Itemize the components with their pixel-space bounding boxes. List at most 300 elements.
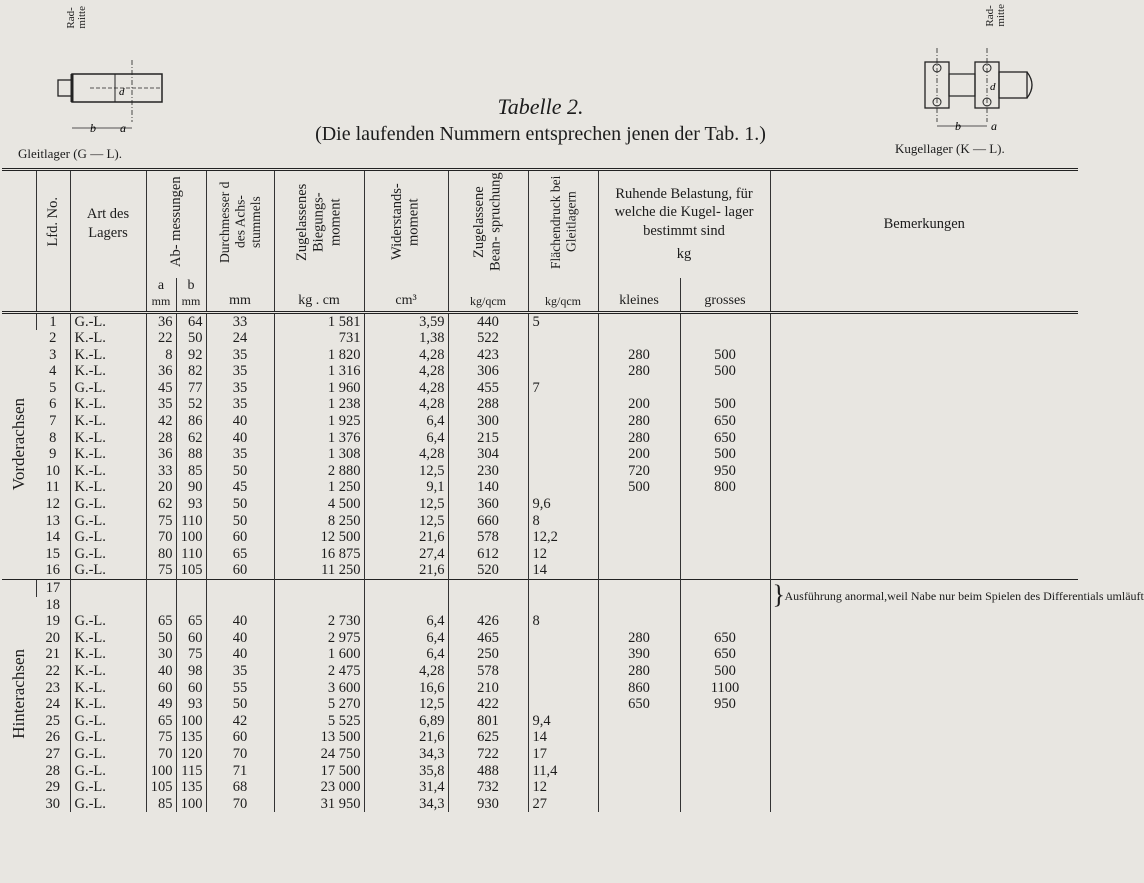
cell-kl (598, 529, 680, 546)
cell-zb: 8 250 (274, 513, 364, 530)
cell-kl (598, 380, 680, 397)
cell-kl: 280 (598, 630, 680, 647)
cell-gr: 1100 (680, 680, 770, 697)
cell-zb: 1 308 (274, 446, 364, 463)
cell-kl: 720 (598, 463, 680, 480)
cell-fd: 14 (528, 729, 598, 746)
cell-wm: 34,3 (364, 746, 448, 763)
cell-wm: 12,5 (364, 496, 448, 513)
cell-fd (528, 463, 598, 480)
table-row (2, 330, 1078, 347)
cell-d: 45 (206, 479, 274, 496)
cell-zb: 1 376 (274, 430, 364, 447)
cell-b: 93 (176, 496, 206, 513)
cell-art: K.-L. (70, 680, 146, 697)
cell-kl: 200 (598, 396, 680, 413)
cell-no: 3 (49, 346, 57, 363)
cell-gr: 950 (680, 463, 770, 480)
cell-zb: 1 238 (274, 396, 364, 413)
unit-kleines: kleines (598, 278, 680, 313)
cell-d: 40 (206, 613, 274, 630)
cell-gr: 500 (680, 363, 770, 380)
cell-a: 36 (146, 312, 176, 330)
cell-bemerkung (770, 696, 1078, 713)
cell-wm: 1,38 (364, 330, 448, 347)
table-row (2, 646, 1078, 663)
unit-wm: cm³ (364, 278, 448, 313)
cell-zb: 3 600 (274, 680, 364, 697)
cell-no: 29 (45, 779, 60, 796)
header-bemerkungen: Bemerkungen (770, 170, 1078, 278)
cell-d: 55 (206, 680, 274, 697)
unit-b: b mm (176, 278, 206, 313)
cell-art: G.-L. (70, 312, 146, 330)
cell-a: 42 (146, 413, 176, 430)
cell-wm: 4,28 (364, 363, 448, 380)
cell-b: 115 (176, 763, 206, 780)
cell-zb (274, 597, 364, 614)
table-row (2, 479, 1078, 496)
table-row (2, 396, 1078, 413)
cell-no: 17 (36, 580, 70, 597)
cell-zb: 1 316 (274, 363, 364, 380)
cell-art: K.-L. (70, 646, 146, 663)
cell-bemerkung (770, 546, 1078, 563)
cell-zbe: 465 (448, 630, 528, 647)
cell-zb: 12 500 (274, 529, 364, 546)
cell-wm: 21,6 (364, 729, 448, 746)
rad-mitte-left: Rad- mitte (65, 6, 88, 29)
cell-b: 65 (176, 613, 206, 630)
unit-fd: kg/qcm (528, 278, 598, 313)
cell-zb: 24 750 (274, 746, 364, 763)
cell-kl (598, 746, 680, 763)
cell-d: 65 (206, 546, 274, 563)
cell-fd: 11,4 (528, 763, 598, 780)
cell-a: 36 (146, 446, 176, 463)
cell-gr: 800 (680, 479, 770, 496)
table-body (2, 312, 1144, 812)
cell-bemerkung (770, 763, 1078, 780)
cell-zb: 1 581 (274, 312, 364, 330)
cell-b (176, 580, 206, 597)
cell-zbe: 140 (448, 479, 528, 496)
header-abmessungen: Ab- messungen (146, 170, 206, 278)
cell-fd (528, 597, 598, 614)
group-vorderachsen: Vorderachsen (8, 397, 28, 491)
table-row (2, 746, 1078, 763)
cell-wm: 6,4 (364, 430, 448, 447)
cell-zb: 1 960 (274, 380, 364, 397)
cell-art: K.-L. (70, 463, 146, 480)
cell-no: 1 (36, 312, 70, 330)
cell-zbe: 360 (448, 496, 528, 513)
cell-art: G.-L. (70, 746, 146, 763)
cell-d: 50 (206, 513, 274, 530)
cell-b: 100 (176, 529, 206, 546)
cell-gr: 650 (680, 646, 770, 663)
table-row (2, 496, 1078, 513)
table-row (2, 713, 1078, 730)
cell-zbe (448, 580, 528, 597)
table-row (2, 680, 1078, 697)
cell-no: 28 (45, 762, 60, 779)
cell-zb: 11 250 (274, 562, 364, 579)
cell-d: 60 (206, 729, 274, 746)
table-row (2, 513, 1078, 530)
cell-kl: 280 (598, 430, 680, 447)
cell-zbe: 522 (448, 330, 528, 347)
cell-no: 12 (45, 496, 60, 513)
table-row (2, 347, 1078, 364)
cell-fd (528, 680, 598, 697)
cell-b: 85 (176, 463, 206, 480)
cell-art: G.-L. (70, 796, 146, 813)
cell-no: 10 (45, 462, 60, 479)
cell-wm: 31,4 (364, 779, 448, 796)
cell-kl (598, 513, 680, 530)
cell-zb: 2 880 (274, 463, 364, 480)
cell-wm (364, 580, 448, 597)
cell-gr: 500 (680, 396, 770, 413)
table-row (2, 312, 1078, 330)
cell-gr (680, 496, 770, 513)
header-durchmesser: Durchmesser d des Achs- stummels (206, 170, 274, 278)
cell-zbe (448, 597, 528, 614)
cell-zbe: 801 (448, 713, 528, 730)
cell-d: 70 (206, 746, 274, 763)
header-lfd: Lfd. No. (36, 170, 70, 278)
cell-no: 25 (45, 712, 60, 729)
unit-d: mm (206, 278, 274, 313)
cell-no: 23 (45, 679, 60, 696)
cell-a: 49 (146, 696, 176, 713)
cell-fd: 14 (528, 562, 598, 579)
cell-no: 13 (45, 512, 60, 529)
cell-bemerkung (770, 779, 1078, 796)
table-row (2, 529, 1078, 546)
cell-a: 70 (146, 746, 176, 763)
cell-fd (528, 646, 598, 663)
cell-b: 120 (176, 746, 206, 763)
cell-kl: 280 (598, 363, 680, 380)
cell-wm: 4,28 (364, 396, 448, 413)
cell-d: 60 (206, 529, 274, 546)
label-d: d (119, 86, 125, 98)
table-subtitle: (Die laufenden Nummern entsprechen jenen der Tab. 1.) (315, 123, 766, 145)
cell-gr (680, 380, 770, 397)
cell-a: 105 (146, 779, 176, 796)
cell-a: 65 (146, 713, 176, 730)
cell-zb: 4 500 (274, 496, 364, 513)
cell-d: 68 (206, 779, 274, 796)
table-row (2, 729, 1078, 746)
cell-zbe: 288 (448, 396, 528, 413)
table-row (2, 380, 1078, 397)
cell-art: K.-L. (70, 396, 146, 413)
cell-gr: 950 (680, 696, 770, 713)
cell-zbe: 722 (448, 746, 528, 763)
cell-b: 110 (176, 546, 206, 563)
cell-no: 21 (45, 646, 60, 663)
table-row (2, 580, 1078, 597)
cell-bemerkung (770, 513, 1078, 530)
label-b: b (90, 121, 96, 135)
table-row (2, 546, 1078, 563)
cell-zbe: 422 (448, 696, 528, 713)
cell-no: 16 (45, 562, 60, 579)
cell-gr: 500 (680, 446, 770, 463)
unit-spacer-2 (36, 278, 70, 313)
table-row (2, 779, 1078, 796)
cell-gr (680, 312, 770, 330)
cell-no: 7 (49, 413, 57, 430)
cell-no: 2 (49, 330, 57, 347)
cell-bemerkung (770, 729, 1078, 746)
cell-no: 18 (45, 596, 60, 613)
cell-fd: 12 (528, 779, 598, 796)
cell-wm: 34,3 (364, 796, 448, 813)
rad-mitte-right: Rad- mitte (984, 4, 1007, 27)
header-art: Art des Lagers (70, 170, 146, 278)
cell-gr (680, 546, 770, 563)
cell-b: 93 (176, 696, 206, 713)
cell-wm: 21,6 (364, 529, 448, 546)
cell-b: 135 (176, 729, 206, 746)
cell-gr: 650 (680, 630, 770, 647)
cell-no: 4 (49, 363, 57, 380)
cell-kl (598, 580, 680, 597)
cell-kl: 200 (598, 446, 680, 463)
cell-zb: 1 250 (274, 479, 364, 496)
cell-gr: 650 (680, 413, 770, 430)
cell-a: 50 (146, 630, 176, 647)
cell-zb: 17 500 (274, 763, 364, 780)
cell-art: G.-L. (70, 546, 146, 563)
cell-kl: 650 (598, 696, 680, 713)
cell-a: 28 (146, 430, 176, 447)
unit-zbe: kg/qcm (448, 278, 528, 313)
label-a: a (120, 121, 126, 135)
cell-art: K.-L. (70, 363, 146, 380)
cell-d: 60 (206, 562, 274, 579)
caption-kugellager: Kugellager (K — L). (895, 141, 1005, 156)
cell-wm: 35,8 (364, 763, 448, 780)
cell-bemerkung (770, 479, 1078, 496)
cell-a: 62 (146, 496, 176, 513)
cell-kl (598, 713, 680, 730)
cell-zbe: 625 (448, 729, 528, 746)
cell-kl: 280 (598, 347, 680, 364)
cell-zbe: 732 (448, 779, 528, 796)
cell-b: 75 (176, 646, 206, 663)
cell-no: 26 (45, 729, 60, 746)
cell-d: 35 (206, 380, 274, 397)
cell-no: 20 (45, 629, 60, 646)
cell-gr (680, 713, 770, 730)
cell-bemerkung (770, 330, 1078, 347)
cell-b: 52 (176, 396, 206, 413)
cell-kl: 500 (598, 479, 680, 496)
cell-no: 19 (45, 613, 60, 630)
cell-zbe: 578 (448, 529, 528, 546)
unit-a: a mm (146, 278, 176, 313)
cell-art: G.-L. (70, 763, 146, 780)
cell-fd (528, 413, 598, 430)
cell-bemerkung (770, 380, 1078, 397)
cell-gr (680, 779, 770, 796)
cell-a (146, 597, 176, 614)
cell-gr (680, 580, 770, 597)
cell-zbe: 250 (448, 646, 528, 663)
cell-art: G.-L. (70, 562, 146, 579)
cell-kl (598, 613, 680, 630)
label-b-right: b (955, 119, 961, 133)
cell-wm: 6,4 (364, 630, 448, 647)
cell-kl (598, 562, 680, 579)
cell-gr: 500 (680, 663, 770, 680)
cell-bemerkung (770, 796, 1078, 813)
cell-gr (680, 597, 770, 614)
cell-fd (528, 663, 598, 680)
cell-fd (528, 347, 598, 364)
cell-kl (598, 763, 680, 780)
cell-b: 105 (176, 562, 206, 579)
cell-wm: 12,5 (364, 513, 448, 530)
cell-art: G.-L. (70, 496, 146, 513)
cell-a: 35 (146, 396, 176, 413)
table-row (2, 613, 1078, 630)
cell-bemerkung (770, 496, 1078, 513)
cell-kl: 280 (598, 663, 680, 680)
cell-d: 71 (206, 763, 274, 780)
cell-b: 88 (176, 446, 206, 463)
cell-zbe: 440 (448, 312, 528, 330)
cell-fd: 7 (528, 380, 598, 397)
cell-no: 11 (45, 479, 60, 496)
cell-d: 40 (206, 646, 274, 663)
header-group-spacer (2, 170, 36, 278)
cell-no: 9 (49, 446, 57, 463)
cell-art (70, 597, 146, 614)
cell-d: 50 (206, 696, 274, 713)
cell-bemerkung (770, 363, 1078, 380)
cell-b: 60 (176, 630, 206, 647)
cell-d: 50 (206, 496, 274, 513)
cell-gr (680, 529, 770, 546)
cell-bemerkung (770, 446, 1078, 463)
cell-a: 22 (146, 330, 176, 347)
cell-wm: 16,6 (364, 680, 448, 697)
cell-kl: 280 (598, 413, 680, 430)
cell-a (146, 580, 176, 597)
table-row (2, 562, 1078, 579)
cell-bemerkung (770, 663, 1078, 680)
cell-fd (528, 696, 598, 713)
cell-zbe: 423 (448, 347, 528, 364)
cell-art: K.-L. (70, 663, 146, 680)
cell-fd (528, 446, 598, 463)
cell-fd: 12 (528, 546, 598, 563)
cell-wm: 6,89 (364, 713, 448, 730)
cell-art: K.-L. (70, 446, 146, 463)
cell-wm: 12,5 (364, 696, 448, 713)
cell-zb: 1 925 (274, 413, 364, 430)
cell-a: 75 (146, 729, 176, 746)
cell-b: 90 (176, 479, 206, 496)
cell-zbe: 230 (448, 463, 528, 480)
label-d-right: d (990, 81, 996, 93)
data-table (2, 168, 1144, 812)
cell-zb: 2 475 (274, 663, 364, 680)
cell-kl (598, 729, 680, 746)
cell-no: 24 (45, 696, 60, 713)
table-row (2, 630, 1078, 647)
header-flaechendruck: Flächendruck bei Gleitlagern (528, 170, 598, 278)
table-row (2, 430, 1078, 447)
cell-zb: 5 525 (274, 713, 364, 730)
cell-zb (274, 580, 364, 597)
cell-d (206, 580, 274, 597)
cell-wm: 4,28 (364, 347, 448, 364)
cell-b: 110 (176, 513, 206, 530)
table-title: Tabelle 2. (497, 94, 584, 119)
cell-wm: 4,28 (364, 446, 448, 463)
cell-kl (598, 779, 680, 796)
cell-kl (598, 796, 680, 813)
cell-zb: 731 (274, 330, 364, 347)
cell-wm: 6,4 (364, 413, 448, 430)
cell-bemerkung (770, 347, 1078, 364)
cell-zb: 2 730 (274, 613, 364, 630)
group-hinterachsen: Hinterachsen (2, 580, 36, 813)
cell-d: 35 (206, 363, 274, 380)
cell-d: 35 (206, 663, 274, 680)
cell-d: 40 (206, 630, 274, 647)
cell-art: G.-L. (70, 513, 146, 530)
cell-bemerkung (770, 396, 1078, 413)
cell-wm: 21,6 (364, 562, 448, 579)
cell-no: 6 (49, 396, 57, 413)
cell-d: 42 (206, 713, 274, 730)
cell-b: 82 (176, 363, 206, 380)
cell-wm: 4,28 (364, 663, 448, 680)
cell-kl (598, 312, 680, 330)
cell-a: 20 (146, 479, 176, 496)
cell-no: 30 (45, 795, 60, 812)
cell-zb: 16 875 (274, 546, 364, 563)
unit-spacer-1 (2, 278, 36, 313)
cell-fd (528, 330, 598, 347)
cell-bemerkung (770, 630, 1078, 647)
cell-art: K.-L. (70, 413, 146, 430)
table-row (2, 413, 1078, 430)
cell-bemerkung (770, 529, 1078, 546)
cell-a: 65 (146, 613, 176, 630)
cell-art (70, 580, 146, 597)
unit-grosses: grosses (680, 278, 770, 313)
cell-wm: 9,1 (364, 479, 448, 496)
cell-b: 92 (176, 347, 206, 364)
cell-wm: 6,4 (364, 613, 448, 630)
cell-fd (528, 479, 598, 496)
cell-gr (680, 330, 770, 347)
cell-b: 100 (176, 796, 206, 813)
caption-gleitlager: Gleitlager (G — L). (18, 146, 122, 161)
cell-b: 135 (176, 779, 206, 796)
cell-b: 50 (176, 330, 206, 347)
cell-zbe: 306 (448, 363, 528, 380)
